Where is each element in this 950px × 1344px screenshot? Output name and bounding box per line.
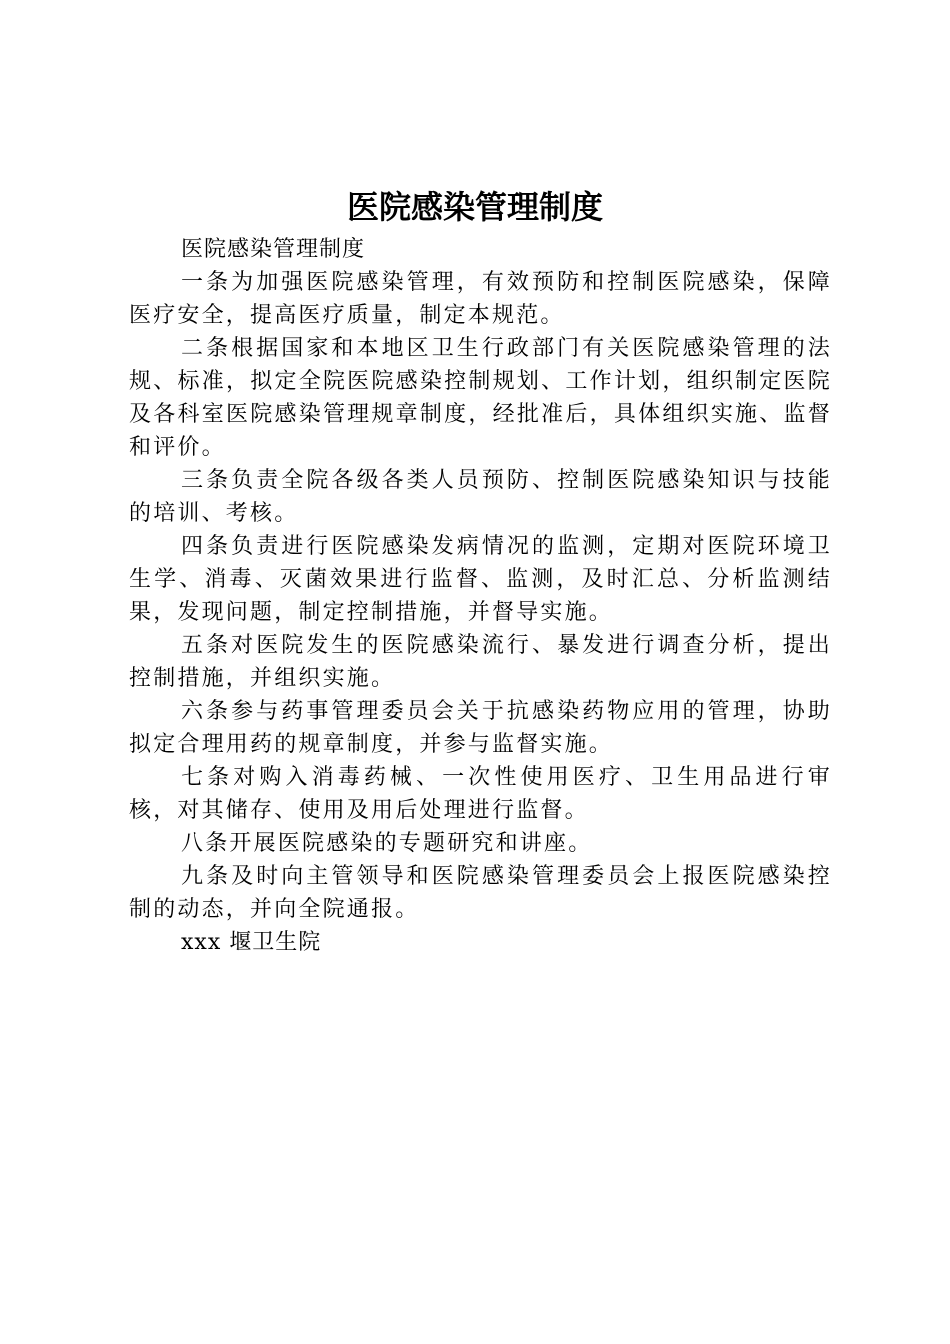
article-8: 八条开展医院感染的专题研究和讲座。 — [181, 831, 593, 856]
article-4: 四条负责进行医院感染发病情况的监测，定期对医院环境卫生学、消毒、灭菌效果进行监督、监测，及时汇总、分析监测结果，发现问题，制定控制措施，并督导实施。 — [129, 534, 832, 625]
article-5: 五条对医院发生的医院感染流行、暴发进行调查分析，提出控制措施，并组织实施。 — [129, 633, 832, 691]
document-subtitle: 医院感染管理制度 — [181, 237, 366, 262]
document-body — [129, 233, 832, 959]
document-title: 医院感染管理制度 — [346, 188, 603, 226]
signature: xxx 堰卫生院 — [181, 930, 322, 955]
article-3: 三条负责全院各级各类人员预防、控制医院感染知识与技能的培训、考核。 — [129, 468, 832, 526]
article-1: 一条为加强医院感染管理，有效预防和控制医院感染，保障医疗安全，提高医疗质量，制定本规范。 — [129, 270, 832, 328]
article-9: 九条及时向主管领导和医院感染管理委员会上报医院感染控制的动态，并向全院通报。 — [129, 864, 832, 922]
article-6: 六条参与药事管理委员会关于抗感染药物应用的管理，协助拟定合理用药的规章制度，并参与监督实施。 — [129, 699, 832, 757]
article-2: 二条根据国家和本地区卫生行政部门有关医院感染管理的法规、标准，拟定全院医院感染控制规划、工作计划，组织制定医院及各科室医院感染管理规章制度，经批准后，具体组织实施、监督和评价。 — [129, 336, 832, 460]
article-7: 七条对购入消毒药械、一次性使用医疗、卫生用品进行审核，对其储存、使用及用后处理进行监督。 — [129, 765, 832, 823]
